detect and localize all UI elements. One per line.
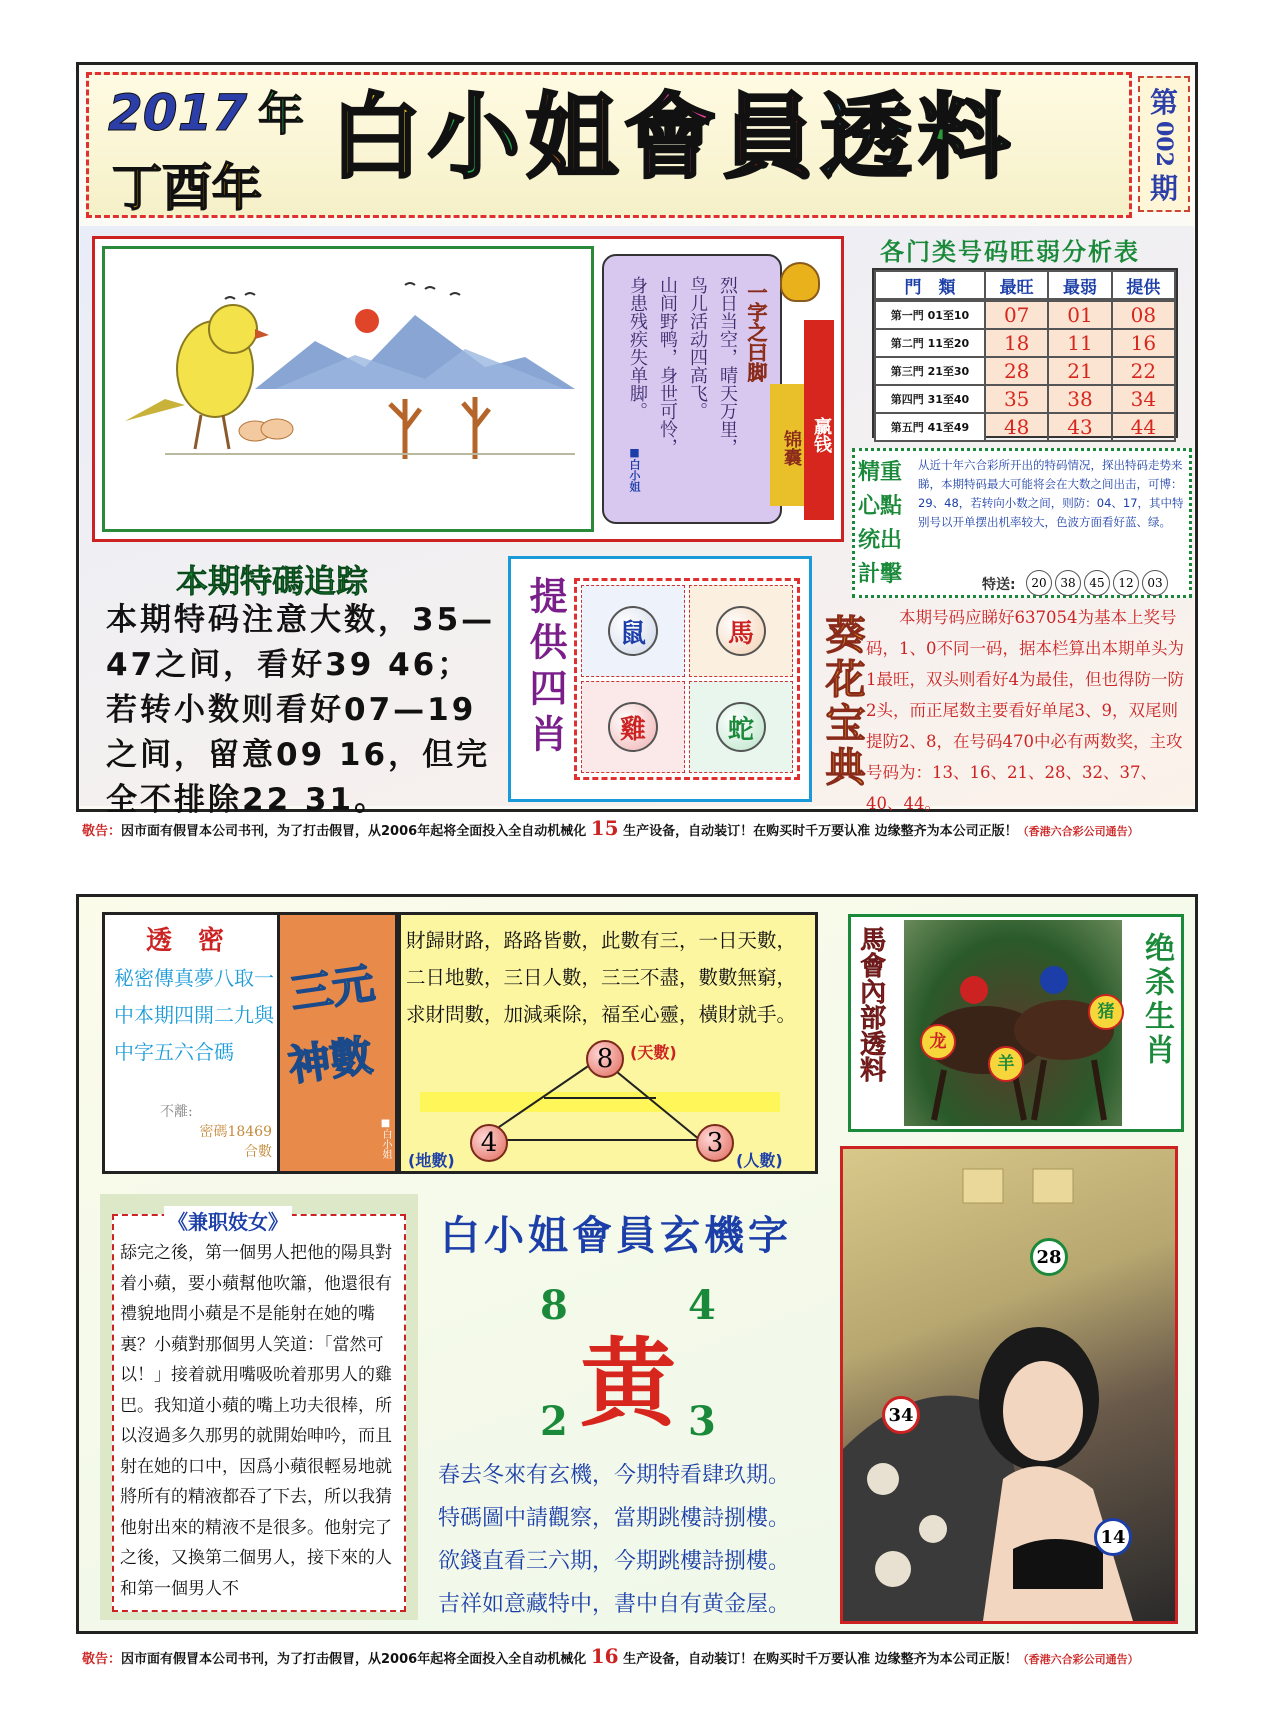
analysis-label-1: 精重 xyxy=(858,460,903,485)
gate-header-type: 門 類 xyxy=(875,271,985,299)
gate-header-min: 最弱 xyxy=(1048,271,1111,299)
analysis-label-4: 計擊 xyxy=(858,562,903,587)
header-nian: 年 xyxy=(258,87,304,141)
special-numbers xyxy=(1026,570,1168,596)
analysis-label-3: 统出 xyxy=(858,528,903,553)
secret-title: 透 密 xyxy=(146,926,225,956)
special-number-ball: 12 xyxy=(1113,570,1139,596)
zodiac-rat-badge: 鼠 xyxy=(608,606,658,656)
gate-header-offer: 提供 xyxy=(1112,271,1175,299)
secret-note xyxy=(152,1102,272,1162)
gate-row-offer: 34 xyxy=(1112,385,1175,413)
issue-number: 002 xyxy=(1151,121,1177,167)
analysis-label-2: 心點 xyxy=(858,494,903,519)
notice-text-b: 生产设备，自动装订！在购买时千万要认准 边缘整齐为本公司正版！ xyxy=(623,824,1018,839)
photo-ball-2: 34 xyxy=(882,1396,920,1434)
gate-row-label: 第一門 01至10 xyxy=(875,301,985,329)
landscape-illustration xyxy=(105,249,591,529)
page-number-top: 15 xyxy=(590,816,619,840)
gate-row-min: 21 xyxy=(1048,357,1111,385)
gate-row-label: 第五門 41至49 xyxy=(875,413,985,441)
sanyuan-side: ■白小姐 xyxy=(380,1118,391,1159)
special-number-ball: 45 xyxy=(1084,570,1110,596)
poem-signature: ■白小姐 xyxy=(628,446,641,492)
notice-text-a-2: 因市面有假冒本公司书刊，为了打击假冒，从2006年起将全面投入全自动机械化 xyxy=(121,1652,587,1667)
tag-jinnang: 锦囊 xyxy=(770,384,804,506)
gate-row-max: 35 xyxy=(985,385,1048,413)
photo-ball-1: 28 xyxy=(1030,1238,1068,1276)
horse-label: 馬會內部透料 xyxy=(855,926,886,1082)
special-number-ball: 38 xyxy=(1055,570,1081,596)
gate-header-max: 最旺 xyxy=(985,271,1048,299)
title-char-2: 小 xyxy=(428,84,521,191)
horse-tag-2: 羊 xyxy=(988,1046,1024,1082)
tian-label: (天數) xyxy=(630,1043,677,1062)
gate-row xyxy=(875,413,1175,441)
sanyuan-poem: 財歸財路，路路皆數，此數有三，一日天數，二日地數，三日人數，三三不盡，數數無窮，求財問數，加減乘除，福至心靈，橫財就手。 xyxy=(406,929,797,1026)
story-text: 舔完之後，第一個男人把他的陽具對着小蘋，要小蘋幫他吹簫，他還很有禮貌地問小蘋是不是能射在她的嘴裏？小蘋對那個男人笑道：「當然可以！」接着就用嘴吸吮着那男人的雞巴。我知道小蘋的嘴上功夫很棒，所以沒過多久那男的就開始呻吟，而且射在她的口中，因爲小蘋很輕易地就將所有的精液都吞了下去，所以我猜他射出來的精液不是很多。他射完了之後，又換第二個男人，接下來的人和第一個男人不 xyxy=(120,1243,392,1599)
gate-row-offer: 16 xyxy=(1112,329,1175,357)
gold-bag-icon xyxy=(780,262,820,302)
title-char-4: 會 xyxy=(624,84,717,191)
gate-row-min: 43 xyxy=(1048,413,1111,441)
gate-row xyxy=(875,357,1175,385)
gate-row-min: 38 xyxy=(1048,385,1111,413)
gate-table-title: 各门类号码旺弱分析表 xyxy=(880,238,1140,266)
notice-prefix: 敬告： xyxy=(82,824,122,839)
title-char-6: 透 xyxy=(820,84,913,191)
zodiac-grid xyxy=(574,578,800,780)
tracking-text: 本期特码注意大数，35—47之间，看好39 46；若转小数则看好07—19之间，留意09 16，但完全不排除22 31。 xyxy=(106,602,496,818)
zodiac-rooster-badge: 雞 xyxy=(608,702,658,752)
mystic-line-4: 吉祥如意藏特中，書中自有黄金屋。 xyxy=(438,1592,791,1617)
horse-right-label: 绝杀生肖 xyxy=(1139,932,1174,1068)
poem-line-4: 身患残疾失单脚。 xyxy=(627,276,648,420)
gate-row xyxy=(875,329,1175,357)
zodiac-rat xyxy=(581,585,685,677)
issue-box xyxy=(1138,76,1190,212)
ren-number: 3 xyxy=(696,1124,734,1162)
mystic-title: 白小姐會員玄機字 xyxy=(440,1212,792,1259)
header-title xyxy=(330,84,1110,212)
notice-suffix-2: （香港六合彩公司通告） xyxy=(1017,1653,1139,1666)
notice-top xyxy=(82,816,1139,840)
header-year: 2017 xyxy=(108,84,248,142)
notice-bottom xyxy=(82,1644,1139,1668)
gate-row-min: 01 xyxy=(1048,301,1111,329)
ren-label: (人數) xyxy=(736,1151,783,1170)
poem-line-1: 烈日当空，晴天万里， xyxy=(717,276,738,456)
page-number-bottom: 16 xyxy=(590,1644,619,1668)
special-number-ball: 20 xyxy=(1026,570,1052,596)
poem-line-2: 鸟儿活动四高飞。 xyxy=(687,276,708,420)
title-char-5: 員 xyxy=(722,84,815,191)
mystic-line-1: 春去冬來有玄機，今期特看肆玖期。 xyxy=(438,1463,791,1488)
gate-row-label: 第二門 11至20 xyxy=(875,329,985,357)
gate-row-max: 28 xyxy=(985,357,1048,385)
title-char-1: 白 xyxy=(330,84,423,191)
gate-row-offer: 44 xyxy=(1112,413,1175,441)
model-photo xyxy=(840,1146,1178,1624)
di-number: 4 xyxy=(470,1124,508,1162)
zodiac-snake xyxy=(689,681,793,773)
gate-table-header xyxy=(875,271,1175,299)
horse-tag-3: 猪 xyxy=(1088,994,1124,1030)
tracking-title: 本期特碼追踪 xyxy=(176,562,369,600)
horse-tag-1: 龙 xyxy=(920,1024,956,1060)
special-number-ball: 03 xyxy=(1142,570,1168,596)
special-label: 特送: xyxy=(982,577,1016,593)
gate-table xyxy=(874,270,1176,300)
gate-row-max: 18 xyxy=(985,329,1048,357)
illustration-inner xyxy=(102,246,594,532)
poem-heading: 一字之曰脚 xyxy=(744,282,768,382)
gate-row-label: 第三門 21至30 xyxy=(875,357,985,385)
header-ganzhi: 丁酉年 xyxy=(112,159,262,217)
sanyuan-label-a: 三元 xyxy=(287,958,378,1019)
gate-row-max: 07 xyxy=(985,301,1048,329)
mystic-num-tl: 8 xyxy=(540,1282,568,1329)
tian-number: 8 xyxy=(586,1040,624,1078)
gate-row xyxy=(875,301,1175,329)
title-char-7: 料 xyxy=(918,84,1011,191)
gate-row-offer: 08 xyxy=(1112,301,1175,329)
four-zodiac-label: 提供四肖 xyxy=(523,576,567,760)
gate-row-min: 11 xyxy=(1048,329,1111,357)
gate-row-label: 第四門 31至40 xyxy=(875,385,985,413)
tag-yingqian: 赢钱 xyxy=(804,320,834,520)
notice-text-a: 因市面有假冒本公司书刊，为了打击假冒，从2006年起将全面投入全自动机械化 xyxy=(121,824,587,839)
secret-text: 秘密傳真夢八取一中本期四開二九與中字五六合碼 xyxy=(114,966,274,1064)
gate-row-max: 48 xyxy=(985,413,1048,441)
notice-suffix: （香港六合彩公司通告） xyxy=(1017,825,1139,838)
mystic-num-bl: 2 xyxy=(540,1398,568,1445)
notice-text-b-2: 生产设备，自动装订！在购买时千万要认准 边缘整齐为本公司正版！ xyxy=(623,1652,1018,1667)
di-label: (地數) xyxy=(408,1151,455,1170)
secret-note-c: 合數 xyxy=(244,1144,272,1160)
issue-suffix: 期 xyxy=(1149,171,1178,205)
notice-prefix-2: 敬告： xyxy=(82,1652,122,1667)
gate-row xyxy=(875,385,1175,413)
zodiac-horse xyxy=(689,585,793,677)
sunflower-text: 本期号码应睇好637054为基本上奖号码，1、0不同一码，据本栏算出本期单头为1最旺，双头则看好4为最佳，但也得防一防2头，而正尾数主要看好单尾3、9，双尾则提防2、8，在号码470中必有两数奖，主攻号码为：13、16、21、28、32、37、40、44。 xyxy=(866,608,1184,813)
zodiac-horse-badge: 馬 xyxy=(716,606,766,656)
mystic-line-2: 特碼圖中請觀察，當期跳樓詩捌樓。 xyxy=(438,1506,791,1531)
mystic-num-br: 3 xyxy=(688,1398,716,1445)
issue-prefix: 第 xyxy=(1149,86,1178,120)
horse-racing-image xyxy=(904,920,1122,1126)
zodiac-rooster xyxy=(581,681,685,773)
sanyuan-label-b: 神數 xyxy=(285,1030,376,1091)
mystic-char: 黄 xyxy=(580,1327,676,1440)
gate-row-offer: 22 xyxy=(1112,357,1175,385)
sunflower-label: 葵花宝典 xyxy=(819,614,865,790)
analysis-label xyxy=(858,456,914,592)
mystic-num-tr: 4 xyxy=(688,1282,716,1329)
gate-table-wrap xyxy=(872,268,1178,438)
poem-line-3: 山间野鸭，身世可怜， xyxy=(657,276,678,456)
secret-note-a: 不離: xyxy=(160,1104,193,1120)
zodiac-snake-badge: 蛇 xyxy=(716,702,766,752)
story-title: 《兼职妓女》 xyxy=(164,1206,292,1235)
title-char-3: 姐 xyxy=(526,84,619,191)
secret-note-b: 密碼18469 xyxy=(199,1124,272,1140)
gate-table-rows xyxy=(874,300,1176,442)
mystic-lines xyxy=(438,1454,790,1626)
photo-ball-3: 14 xyxy=(1094,1518,1132,1556)
analysis-text: 从近十年六合彩所开出的特码情况，探出特码走势来睇，本期特码最大可能将会在大数之间出击，可博：29、48，若转向小数之间，则防：04、17，其中特别号以开单摆出机率较大，色波方面看好蓝、绿。 xyxy=(918,458,1184,529)
mystic-line-3: 欲錢直看三六期，今期跳樓詩捌樓。 xyxy=(438,1549,791,1574)
horse-photo xyxy=(904,920,1122,1126)
